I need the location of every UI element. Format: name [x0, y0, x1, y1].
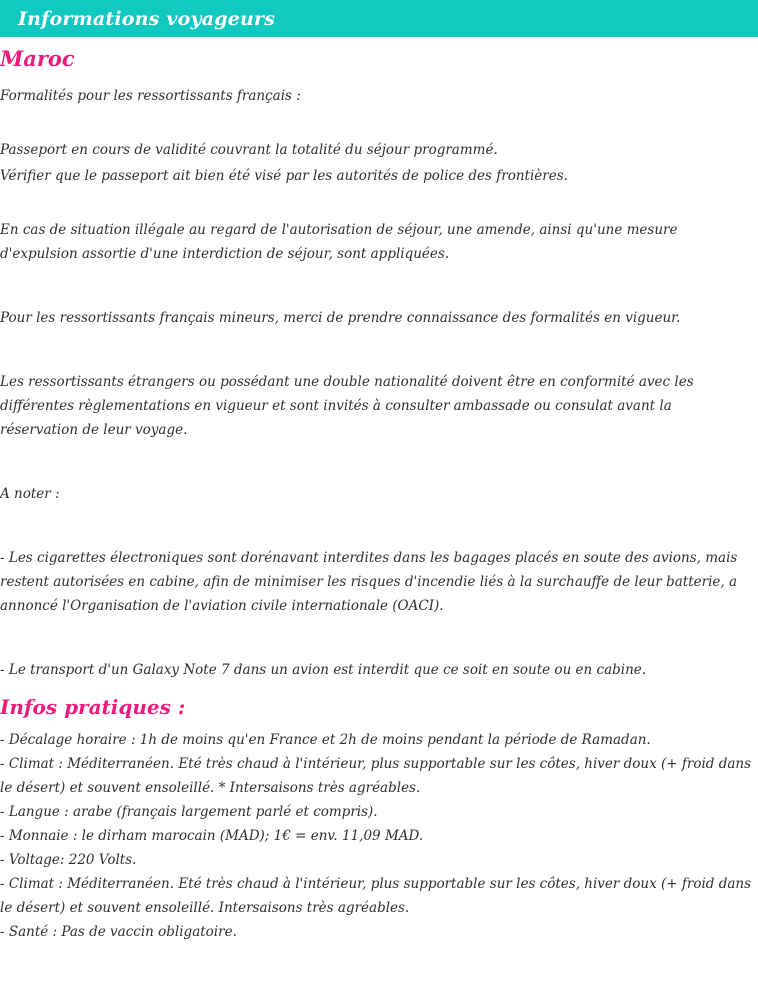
practical-info-heading: Infos pratiques : — [0, 695, 186, 720]
note-label: A noter : — [0, 486, 60, 503]
list-item: - Voltage: 220 Volts. — [0, 852, 137, 869]
minors-paragraph: Pour les ressortissants français mineurs, merci de prendre connaissance des formalités en vigueur. — [0, 310, 681, 327]
list-item: - Monnaie : le dirham marocain (MAD); 1€ = env. 11,09 MAD. — [0, 828, 424, 845]
page-content — [0, 47, 758, 944]
country-heading: Maroc — [0, 46, 75, 71]
list-item: - Santé : Pas de vaccin obligatoire. — [0, 924, 237, 941]
page-title: Informations voyageurs — [18, 7, 276, 30]
list-item: - Climat : Méditerranéen. Eté très chaud à l'intérieur, plus supportable sur les côtes, hiver doux (+ froid dans le désert) et souvent ensoleillé. * Intersaisons très agréables. — [0, 756, 752, 797]
illegal-situation-paragraph: En cas de situation illégale au regard de l'autorisation de séjour, une amende, ainsi qu'une mesure d'expulsion assortie d'une interdiction de séjour, sont appliquées. — [0, 222, 678, 263]
passport-visa-check-line: Vérifier que le passeport ait bien été visé par les autorités de police des frontières. — [0, 168, 568, 185]
formalities-label: Formalités pour les ressortissants français : — [0, 88, 301, 105]
list-item: - Décalage horaire : 1h de moins qu'en France et 2h de moins pendant la période de Ramadan. — [0, 732, 651, 749]
passport-validity-line: Passeport en cours de validité couvrant la totalité du séjour programmé. — [0, 142, 498, 159]
note-electronic-cigarettes: - Les cigarettes électroniques sont dorénavant interdites dans les bagages placés en soute des avions, mais restent autorisées en cabine, afin de minimiser les risques d'incendie liés à la surchauffe de leur batterie, a annoncé l'Organisation de l'aviation civile internationale (OACI). — [0, 550, 738, 615]
list-item: - Climat : Méditerranéen. Eté très chaud à l'intérieur, plus supportable sur les côtes, hiver doux (+ froid dans le désert) et souvent ensoleillé. Intersaisons très agréables. — [0, 876, 752, 917]
list-item: - Langue : arabe (français largement parlé et compris). — [0, 804, 378, 821]
foreign-nationals-paragraph: Les ressortissants étrangers ou possédant une double nationalité doivent être en conformité avec les différentes règlementations en vigueur et sont invités à consulter ambassade ou consulat avant la réservation de leur voyage. — [0, 374, 694, 439]
note-galaxy-note-7: - Le transport d'un Galaxy Note 7 dans un avion est interdit que ce soit en soute ou en cabine. — [0, 662, 647, 679]
page-header — [0, 0, 758, 37]
practical-info-list — [0, 728, 754, 944]
